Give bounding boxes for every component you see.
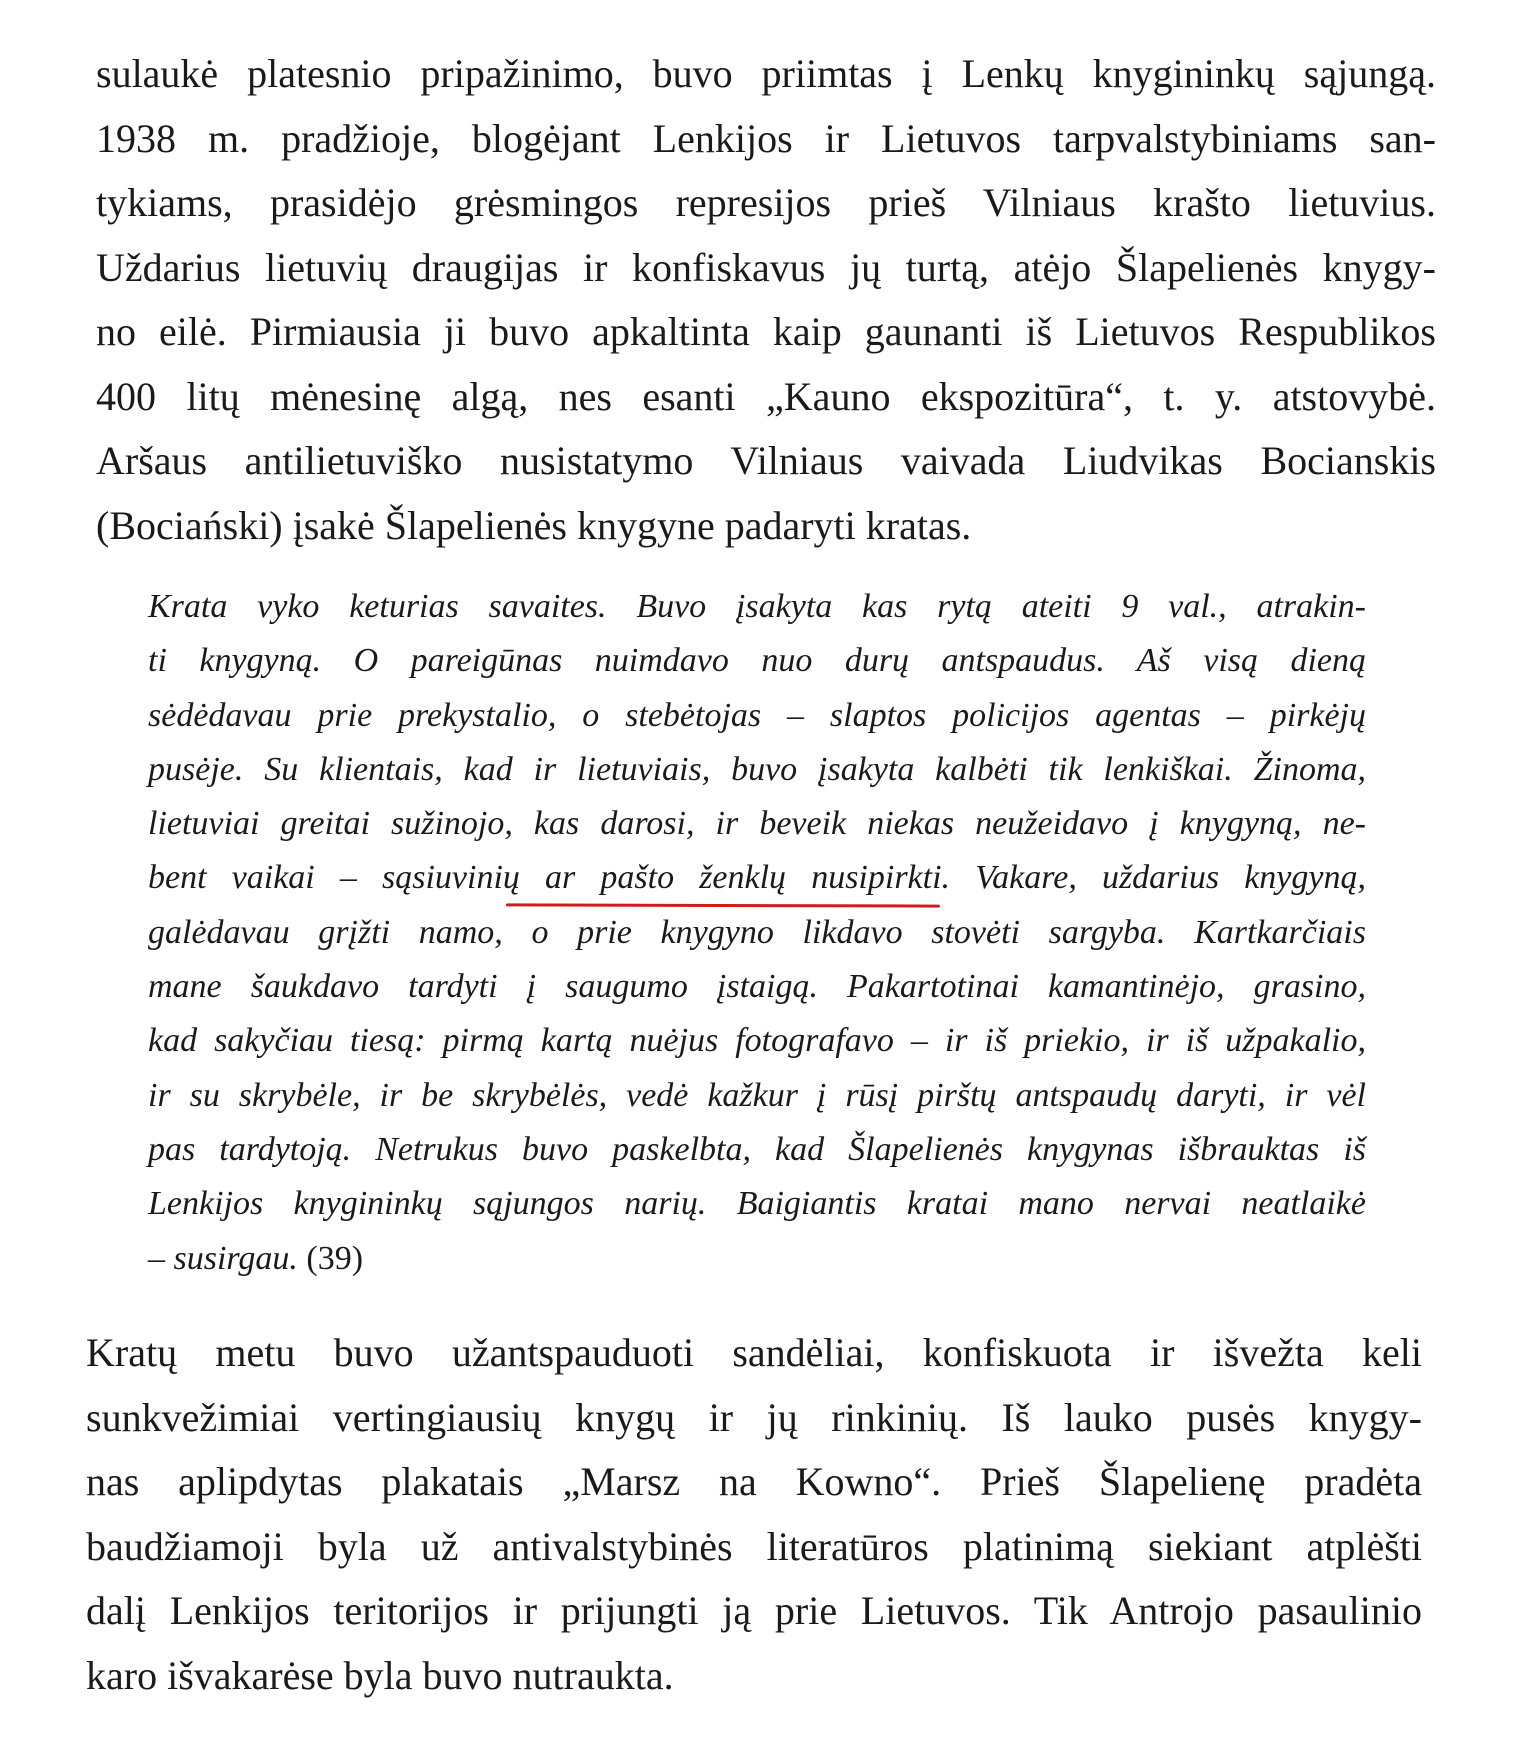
quote-line: pusėje. Su klientais, kad ir lietuviais, buvo įsakyta kalbėti tik lenkiškai. Žinoma, xyxy=(148,750,1366,788)
quote-line: pas tardytoją. Netrukus buvo paskelbta, kad Šlapelienės knygynas išbrauktas iš xyxy=(148,1130,1366,1168)
quote-line: mane šaukdavo tardyti į saugumo įstaigą. Pakartotinai kamantinėjo, grasino, xyxy=(148,968,1366,1006)
quote-line: sėdėdavau prie prekystalio, o stebėtojas – slaptos policijos agentas – pirkėjų xyxy=(148,696,1366,734)
paragraph-line: no eilė. Pirmiausia ji buvo apkaltinta kaip gaunanti iš Lietuvos Respublikos xyxy=(96,309,1436,354)
paragraph-line: 400 litų mėnesinę algą, nes esanti „Kauno ekspozitūra“, t. y. atstovybė. xyxy=(96,373,1436,419)
paragraph-line: 1938 m. pradžioje, blogėjant Lenkijos ir Lietuvos tarpvalstybiniams san- xyxy=(96,115,1436,161)
paragraph-line: dalį Lenkijos teritorijos ir prijungti ją prie Lietuvos. Tik Antrojo pasaulinio xyxy=(86,1588,1422,1633)
quote-line: galėdavau grįžti namo, o prie knygyno likdavo stovėti sargyba. Kartkarčiais xyxy=(148,913,1366,951)
paragraph-line: sunkvežimiai vertingiausių knygų ir jų rinkinių. Iš lauko pusės knygy- xyxy=(86,1394,1422,1440)
quote-last-line xyxy=(148,1232,1366,1286)
paragraph-line: (Bociański) įsakė Šlapelienės knygyne padaryti kratas. xyxy=(96,502,972,548)
quote-line: ir su skrybėle, ir be skrybėlės, vedė kažkur į rūsį pirštų antspaudų daryti, ir vėl xyxy=(148,1076,1366,1114)
paragraph-1 xyxy=(96,42,1436,558)
paragraph-line: Kratų metu buvo užantspauduoti sandėliai, konfiskuota ir išvežta keli xyxy=(86,1330,1422,1375)
quote-line: Krata vyko keturias savaites. Buvo įsakyta kas rytą ateiti 9 val., atrakin- xyxy=(148,588,1366,625)
paragraph-line: sulaukė platesnio pripažinimo, buvo priimtas į Lenkų knygininkų sąjungą. xyxy=(96,51,1436,96)
block-quote xyxy=(148,580,1366,1286)
paragraph-line: baudžiamoji byla už antivalstybinės literatūros platinimą siekiant atplėšti xyxy=(86,1523,1422,1569)
paragraph-line: karo išvakarėse byla buvo nutraukta. xyxy=(86,1652,674,1698)
quote-line: lietuviai greitai sužinojo, kas darosi, ir beveik niekas neužeidavo į knygyną, ne- xyxy=(148,805,1366,843)
paragraph-2 xyxy=(86,1321,1422,1708)
paragraph-line: tykiams, prasidėjo grėsmingos represijos prieš Vilniaus krašto lietuvius. xyxy=(96,180,1436,225)
quote-line: bent vaikai – sąsiuvinių ar pašto ženklų nusipirkti. Vakare, uždarius knygyną, xyxy=(148,859,1366,897)
paragraph-line: Aršaus antilietuviško nusistatymo Vilniaus vaivada Liudvikas Bocianskis xyxy=(96,438,1436,483)
quote-line: ti knygyną. O pareigūnas nuimdavo nuo durų antspaudus. Aš visą dieną xyxy=(148,642,1366,680)
quote-line: kad sakyčiau tiesą: pirmą kartą nuėjus fotografavo – ir iš priekio, ir iš užpakalio, xyxy=(148,1022,1366,1060)
quote-line: Lenkijos knygininkų sąjungos narių. Baigiantis kratai mano nervai neatlaikė xyxy=(148,1185,1366,1223)
quote-line: – susirgau. xyxy=(148,1239,298,1277)
paragraph-line: nas aplipdytas plakatais „Marsz na Kowno“. Prieš Šlapelienę pradėta xyxy=(86,1459,1422,1504)
paragraph-line: Uždarius lietuvių draugijas ir konfiskavus jų turtą, atėjo Šlapelienės knygy- xyxy=(96,244,1436,290)
citation-reference: (39) xyxy=(306,1239,364,1277)
